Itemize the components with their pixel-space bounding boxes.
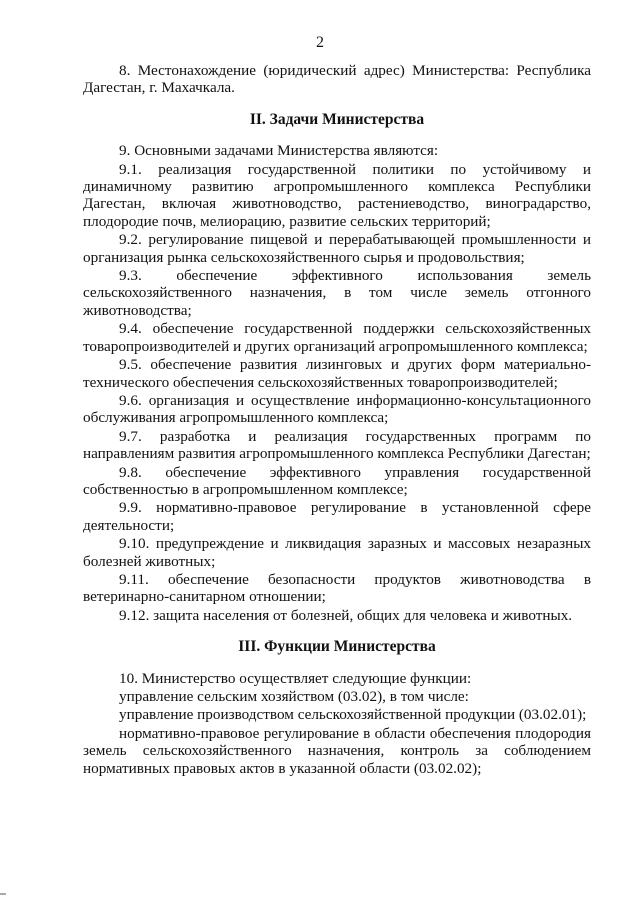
paragraph-agriculture-management: управление сельским хозяйством (03.02), в том числе: (119, 688, 469, 705)
paragraph-10: 10. Министерство осуществляет следующие функции: (119, 669, 472, 687)
paragraph-9-4: 9.4. обеспечение государственной поддержки сельскохозяйственных товаропроизводителей и других организаций агропромышленного комплекса; (83, 320, 591, 355)
paragraph-9-6: 9.6. организация и осуществление информационно-консультационного обслуживания агропромышленного комплекса; (83, 391, 591, 427)
section-heading-tasks: II. Задачи Министерства (249, 110, 425, 128)
paragraph-9-9: 9.9. нормативно-правовое регулирование в установленной сфере деятельности; (83, 499, 591, 534)
paragraph-9-8: 9.8. обеспечение эффективного управления государственной собственностью в агропромышленном комплексе; (83, 463, 591, 498)
paragraph-9-10: 9.10. предупреждение и ликвидация заразных и массовых незаразных болезней животных; (83, 535, 591, 570)
page-number: 2 (316, 34, 324, 51)
paragraph-9-3: 9.3. обеспечение эффективного использования земель сельскохозяйственного назначения, в том числе земель отгонного животноводства; (83, 267, 591, 319)
paragraph-9-7: 9.7. разработка и реализация государственных программ по направлениям развития агропромышленного комплекса Республики Дагестан; (83, 427, 591, 463)
paragraph-9-2: 9.2. регулирование пищевой и перерабатывающей промышленности и организация рынка сельскохозяйственного сырья и продовольствия; (83, 231, 591, 266)
paragraph-9-1: 9.1. реализация государственной политики по устойчивому и динамичному развитию агропромышленного комплекса Республики Дагестан, включая животноводство, растениеводство, виноградарство, плодородие почв, мелиорацию, развитие сельских территорий; (83, 160, 591, 230)
paragraph-9-5: 9.5. обеспечение развития лизинговых и других форм материально-технического обеспечения сельскохозяйственных товаропроизводителей; (83, 356, 591, 391)
paragraph-production-management: управление производством сельскохозяйственной продукции (03.02.01); (119, 706, 587, 724)
paragraph-9: 9. Основными задачами Министерства являются: (119, 142, 439, 160)
section-heading-functions: III. Функции Министерства (238, 638, 436, 656)
scan-edge-mark (0, 893, 6, 895)
paragraph-9-11: 9.11. обеспечение безопасности продуктов животноводства в ветеринарно-санитарном отношении; (83, 570, 591, 606)
paragraph-location: 8. Местонахождение (юридический адрес) Министерства: Республика Дагестан, г. Махачкала. (83, 62, 591, 97)
paragraph-9-12: 9.12. защита населения от болезней, общих для человека и животных. (119, 606, 573, 624)
paragraph-soil-regulation: нормативно-правовое регулирование в области обеспечения плодородия земель сельскохозяйственного назначения, контроль за соблюдением нормативных правовых актов в указанной области (03.02.02); (83, 724, 591, 777)
document-body (83, 62, 591, 778)
